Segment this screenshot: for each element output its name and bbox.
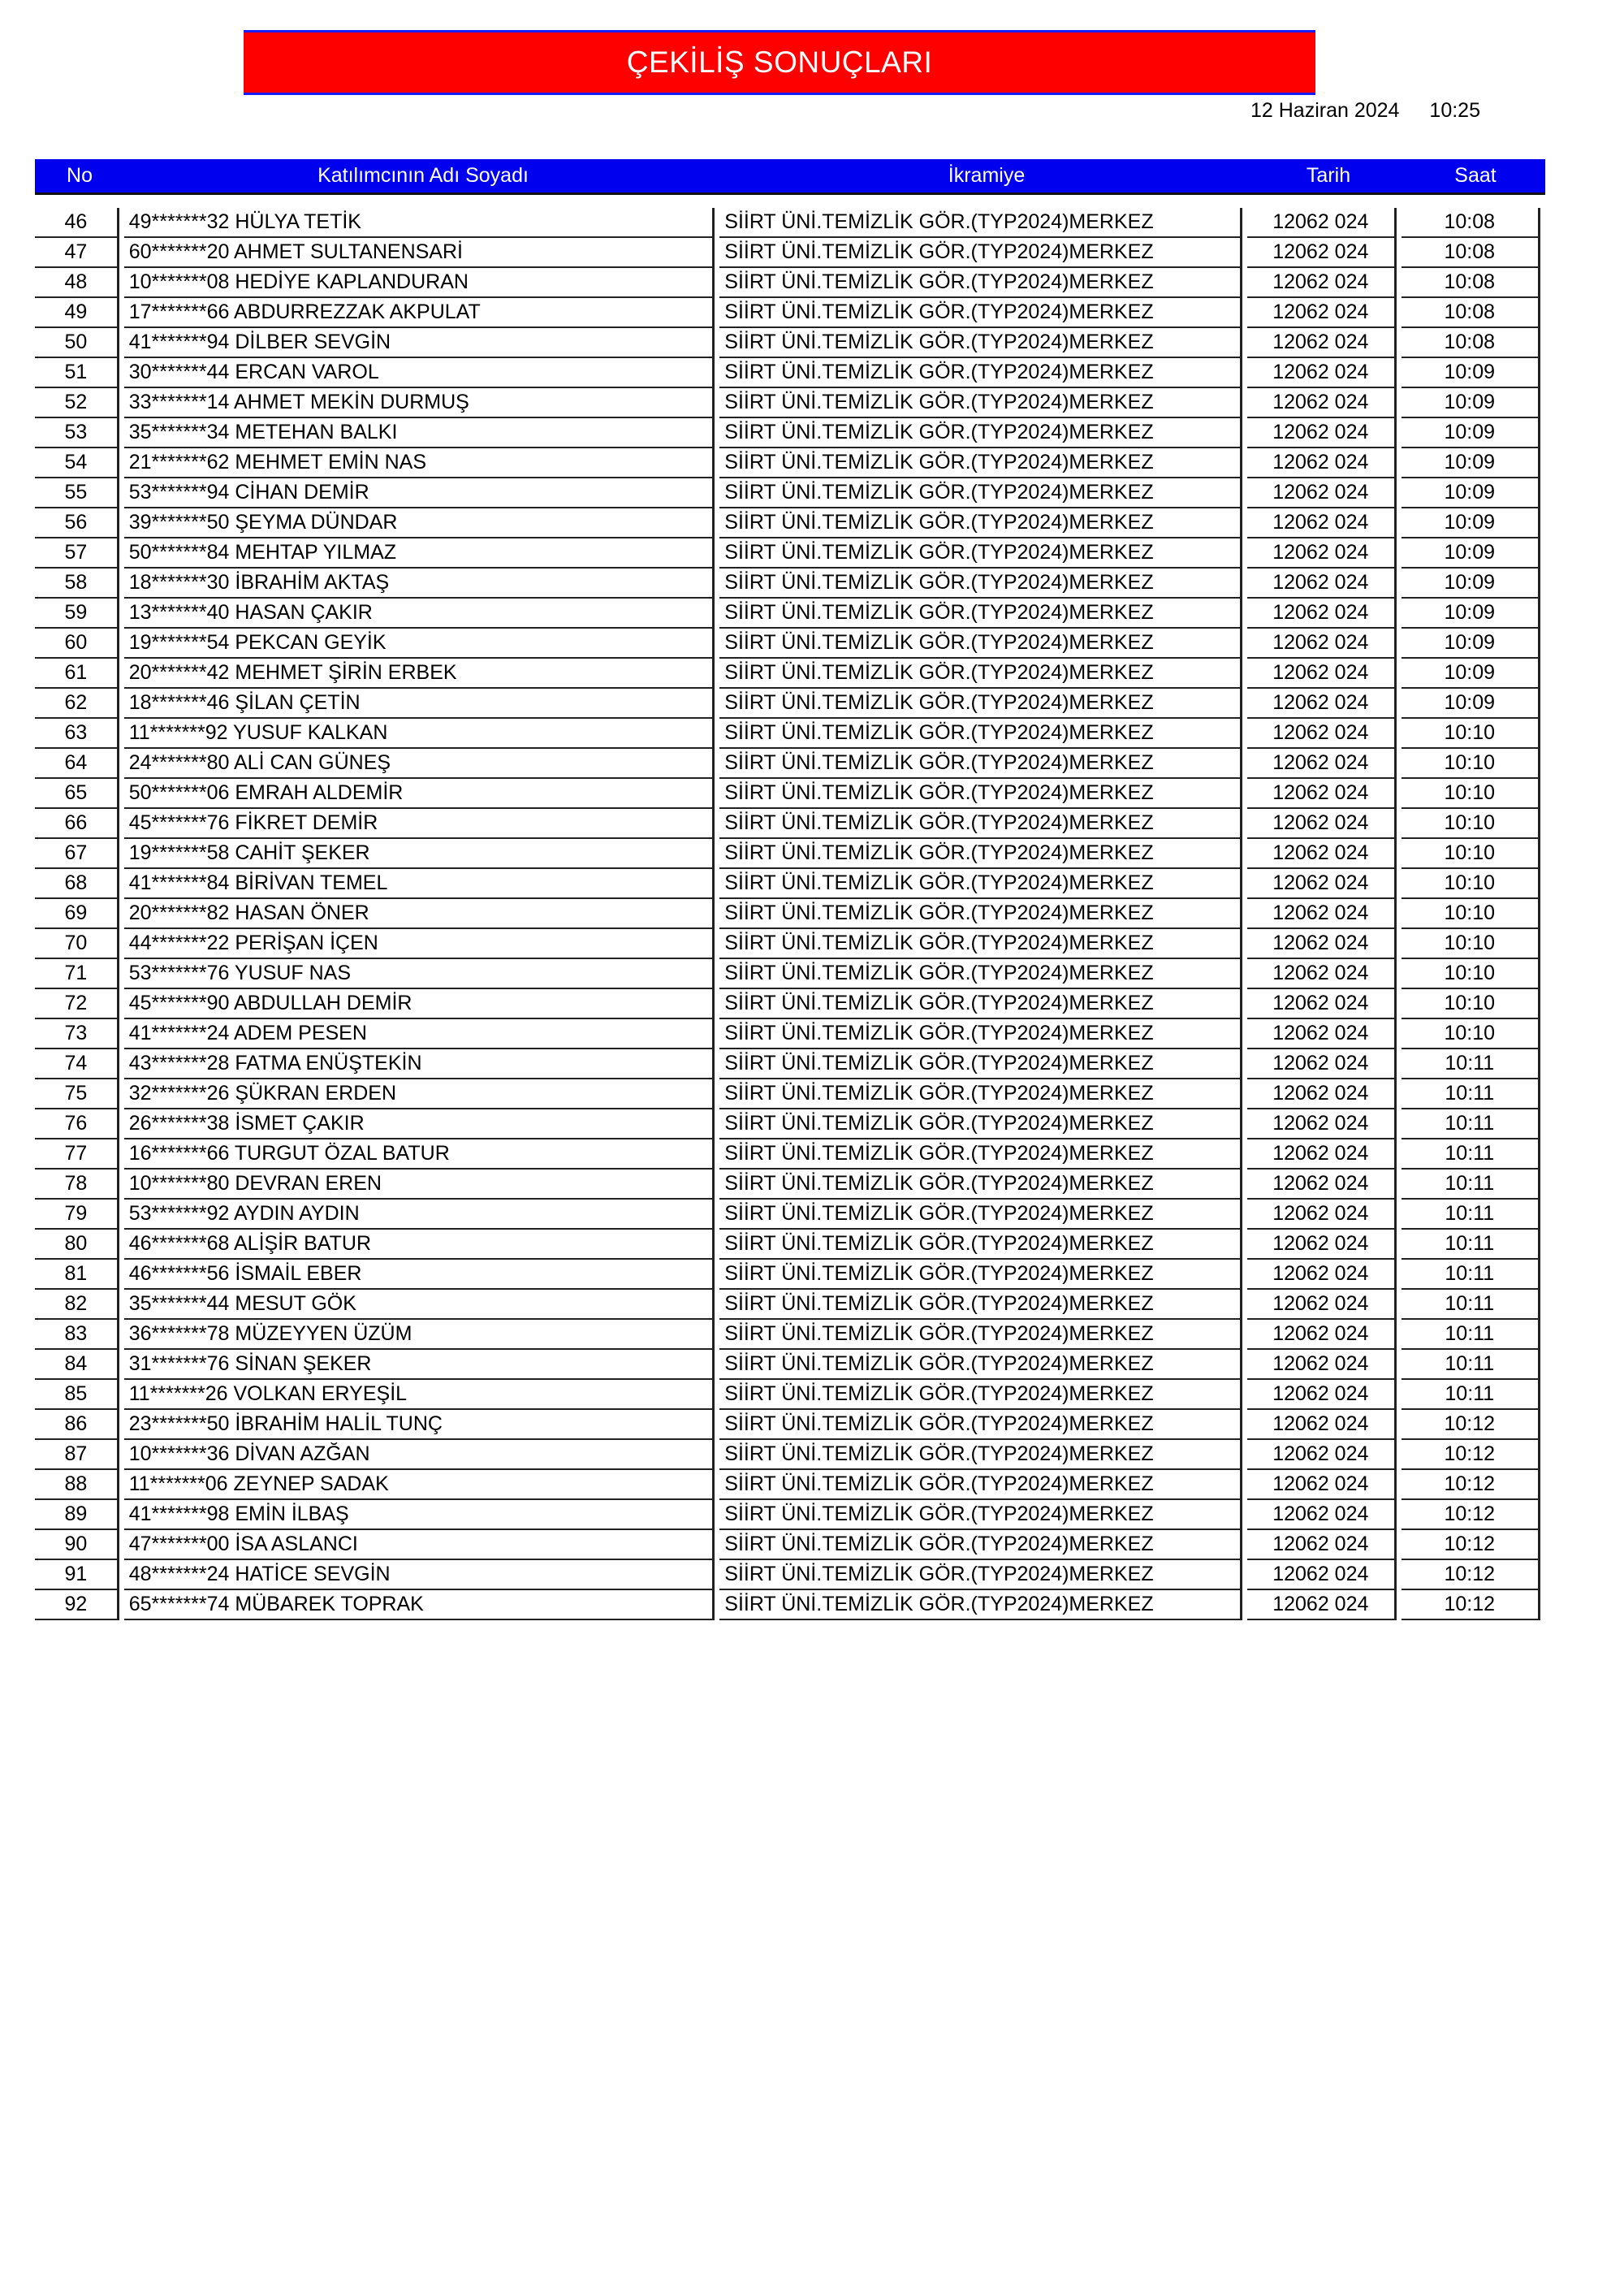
table-row bbox=[35, 749, 1545, 779]
table-row bbox=[35, 1200, 1545, 1230]
cell-time: 10:10 bbox=[1402, 809, 1540, 839]
cell-name: 13*******40 HASAN ÇAKIR bbox=[124, 599, 715, 629]
cell-name: 48*******24 HATİCE SEVGİN bbox=[124, 1560, 715, 1590]
cell-time: 10:12 bbox=[1402, 1590, 1540, 1620]
cell-name: 11*******92 YUSUF KALKAN bbox=[124, 719, 715, 749]
cell-date: 12062 024 bbox=[1247, 629, 1396, 659]
cell-time: 10:11 bbox=[1402, 1079, 1540, 1109]
cell-no: 84 bbox=[35, 1350, 119, 1380]
cell-time: 10:09 bbox=[1402, 629, 1540, 659]
table-row bbox=[35, 929, 1545, 959]
cell-prize: SİİRT ÜNİ.TEMİZLİK GÖR.(TYP2024)MERKEZ bbox=[719, 839, 1242, 869]
cell-no: 58 bbox=[35, 569, 119, 599]
cell-name: 43*******28 FATMA ENÜŞTEKİN bbox=[124, 1049, 715, 1079]
column-header-no: No bbox=[67, 164, 93, 187]
cell-prize: SİİRT ÜNİ.TEMİZLİK GÖR.(TYP2024)MERKEZ bbox=[719, 689, 1242, 719]
table-row bbox=[35, 508, 1545, 538]
table-row bbox=[35, 1410, 1545, 1440]
table-row bbox=[35, 388, 1545, 418]
cell-date: 12062 024 bbox=[1247, 388, 1396, 418]
cell-time: 10:12 bbox=[1402, 1500, 1540, 1530]
table-row bbox=[35, 1049, 1545, 1079]
table-row bbox=[35, 1500, 1545, 1530]
cell-no: 85 bbox=[35, 1380, 119, 1410]
cell-name: 35*******44 MESUT GÖK bbox=[124, 1290, 715, 1320]
cell-time: 10:08 bbox=[1402, 268, 1540, 298]
table-row bbox=[35, 1109, 1545, 1139]
cell-date: 12062 024 bbox=[1247, 418, 1396, 448]
cell-prize: SİİRT ÜNİ.TEMİZLİK GÖR.(TYP2024)MERKEZ bbox=[719, 418, 1242, 448]
cell-name: 41*******84 BİRİVAN TEMEL bbox=[124, 869, 715, 899]
cell-time: 10:10 bbox=[1402, 719, 1540, 749]
cell-prize: SİİRT ÜNİ.TEMİZLİK GÖR.(TYP2024)MERKEZ bbox=[719, 749, 1242, 779]
cell-name: 18*******46 ŞİLAN ÇETİN bbox=[124, 689, 715, 719]
cell-time: 10:09 bbox=[1402, 358, 1540, 388]
cell-prize: SİİRT ÜNİ.TEMİZLİK GÖR.(TYP2024)MERKEZ bbox=[719, 959, 1242, 989]
cell-no: 92 bbox=[35, 1590, 119, 1620]
title-banner bbox=[244, 30, 1315, 95]
cell-prize: SİİRT ÜNİ.TEMİZLİK GÖR.(TYP2024)MERKEZ bbox=[719, 508, 1242, 538]
cell-time: 10:11 bbox=[1402, 1380, 1540, 1410]
table-row bbox=[35, 418, 1545, 448]
cell-date: 12062 024 bbox=[1247, 719, 1396, 749]
cell-name: 33*******14 AHMET MEKİN DURMUŞ bbox=[124, 388, 715, 418]
cell-prize: SİİRT ÜNİ.TEMİZLİK GÖR.(TYP2024)MERKEZ bbox=[719, 1260, 1242, 1290]
cell-date: 12062 024 bbox=[1247, 1560, 1396, 1590]
cell-name: 53*******94 CİHAN DEMİR bbox=[124, 478, 715, 508]
cell-no: 86 bbox=[35, 1410, 119, 1440]
cell-time: 10:12 bbox=[1402, 1530, 1540, 1560]
table-row bbox=[35, 1350, 1545, 1380]
table-row bbox=[35, 268, 1545, 298]
table-row bbox=[35, 448, 1545, 478]
cell-no: 68 bbox=[35, 869, 119, 899]
cell-name: 65*******74 MÜBAREK TOPRAK bbox=[124, 1590, 715, 1620]
column-header-date: Tarih bbox=[1306, 164, 1351, 187]
cell-date: 12062 024 bbox=[1247, 1350, 1396, 1380]
cell-date: 12062 024 bbox=[1247, 1230, 1396, 1260]
cell-time: 10:08 bbox=[1402, 298, 1540, 328]
table-row bbox=[35, 1440, 1545, 1470]
cell-prize: SİİRT ÜNİ.TEMİZLİK GÖR.(TYP2024)MERKEZ bbox=[719, 208, 1242, 238]
cell-time: 10:10 bbox=[1402, 929, 1540, 959]
table-row bbox=[35, 959, 1545, 989]
cell-no: 80 bbox=[35, 1230, 119, 1260]
cell-time: 10:09 bbox=[1402, 478, 1540, 508]
table-row bbox=[35, 208, 1545, 238]
cell-no: 72 bbox=[35, 989, 119, 1019]
cell-no: 91 bbox=[35, 1560, 119, 1590]
cell-no: 54 bbox=[35, 448, 119, 478]
cell-date: 12062 024 bbox=[1247, 238, 1396, 268]
cell-name: 30*******44 ERCAN VAROL bbox=[124, 358, 715, 388]
cell-prize: SİİRT ÜNİ.TEMİZLİK GÖR.(TYP2024)MERKEZ bbox=[719, 1500, 1242, 1530]
cell-name: 31*******76 SİNAN ŞEKER bbox=[124, 1350, 715, 1380]
cell-prize: SİİRT ÜNİ.TEMİZLİK GÖR.(TYP2024)MERKEZ bbox=[719, 1560, 1242, 1590]
cell-no: 88 bbox=[35, 1470, 119, 1500]
cell-time: 10:09 bbox=[1402, 388, 1540, 418]
cell-name: 10*******08 HEDİYE KAPLANDURAN bbox=[124, 268, 715, 298]
cell-date: 12062 024 bbox=[1247, 328, 1396, 358]
cell-prize: SİİRT ÜNİ.TEMİZLİK GÖR.(TYP2024)MERKEZ bbox=[719, 1470, 1242, 1500]
table-row bbox=[35, 298, 1545, 328]
cell-date: 12062 024 bbox=[1247, 809, 1396, 839]
cell-name: 24*******80 ALİ CAN GÜNEŞ bbox=[124, 749, 715, 779]
cell-prize: SİİRT ÜNİ.TEMİZLİK GÖR.(TYP2024)MERKEZ bbox=[719, 358, 1242, 388]
table-body bbox=[35, 208, 1545, 1620]
cell-time: 10:11 bbox=[1402, 1230, 1540, 1260]
cell-date: 12062 024 bbox=[1247, 1049, 1396, 1079]
cell-time: 10:10 bbox=[1402, 989, 1540, 1019]
cell-time: 10:11 bbox=[1402, 1200, 1540, 1230]
cell-prize: SİİRT ÜNİ.TEMİZLİK GÖR.(TYP2024)MERKEZ bbox=[719, 569, 1242, 599]
cell-prize: SİİRT ÜNİ.TEMİZLİK GÖR.(TYP2024)MERKEZ bbox=[719, 1079, 1242, 1109]
cell-prize: SİİRT ÜNİ.TEMİZLİK GÖR.(TYP2024)MERKEZ bbox=[719, 899, 1242, 929]
table-row bbox=[35, 478, 1545, 508]
table-row bbox=[35, 1260, 1545, 1290]
cell-time: 10:09 bbox=[1402, 569, 1540, 599]
cell-no: 50 bbox=[35, 328, 119, 358]
cell-no: 51 bbox=[35, 358, 119, 388]
cell-prize: SİİRT ÜNİ.TEMİZLİK GÖR.(TYP2024)MERKEZ bbox=[719, 1019, 1242, 1049]
table-row bbox=[35, 1139, 1545, 1170]
cell-date: 12062 024 bbox=[1247, 1530, 1396, 1560]
cell-name: 45*******76 FİKRET DEMİR bbox=[124, 809, 715, 839]
cell-prize: SİİRT ÜNİ.TEMİZLİK GÖR.(TYP2024)MERKEZ bbox=[719, 328, 1242, 358]
cell-prize: SİİRT ÜNİ.TEMİZLİK GÖR.(TYP2024)MERKEZ bbox=[719, 1320, 1242, 1350]
cell-date: 12062 024 bbox=[1247, 929, 1396, 959]
cell-time: 10:11 bbox=[1402, 1320, 1540, 1350]
table-row bbox=[35, 719, 1545, 749]
cell-time: 10:11 bbox=[1402, 1350, 1540, 1380]
cell-name: 23*******50 İBRAHİM HALİL TUNÇ bbox=[124, 1410, 715, 1440]
table-row bbox=[35, 1560, 1545, 1590]
table-row bbox=[35, 659, 1545, 689]
table-row bbox=[35, 779, 1545, 809]
cell-name: 41*******98 EMİN İLBAŞ bbox=[124, 1500, 715, 1530]
cell-time: 10:10 bbox=[1402, 839, 1540, 869]
cell-name: 46*******68 ALİŞİR BATUR bbox=[124, 1230, 715, 1260]
cell-no: 52 bbox=[35, 388, 119, 418]
cell-prize: SİİRT ÜNİ.TEMİZLİK GÖR.(TYP2024)MERKEZ bbox=[719, 869, 1242, 899]
cell-prize: SİİRT ÜNİ.TEMİZLİK GÖR.(TYP2024)MERKEZ bbox=[719, 1410, 1242, 1440]
cell-time: 10:10 bbox=[1402, 869, 1540, 899]
cell-date: 12062 024 bbox=[1247, 989, 1396, 1019]
cell-date: 12062 024 bbox=[1247, 508, 1396, 538]
cell-time: 10:10 bbox=[1402, 749, 1540, 779]
print-date-line bbox=[1250, 99, 1480, 123]
cell-no: 66 bbox=[35, 809, 119, 839]
table-row bbox=[35, 328, 1545, 358]
cell-time: 10:11 bbox=[1402, 1049, 1540, 1079]
cell-date: 12062 024 bbox=[1247, 1109, 1396, 1139]
cell-name: 32*******26 ŞÜKRAN ERDEN bbox=[124, 1079, 715, 1109]
cell-date: 12062 024 bbox=[1247, 839, 1396, 869]
table-row bbox=[35, 569, 1545, 599]
cell-no: 63 bbox=[35, 719, 119, 749]
cell-no: 64 bbox=[35, 749, 119, 779]
cell-date: 12062 024 bbox=[1247, 1139, 1396, 1170]
cell-name: 16*******66 TURGUT ÖZAL BATUR bbox=[124, 1139, 715, 1170]
table-row bbox=[35, 839, 1545, 869]
cell-date: 12062 024 bbox=[1247, 689, 1396, 719]
cell-name: 18*******30 İBRAHİM AKTAŞ bbox=[124, 569, 715, 599]
cell-date: 12062 024 bbox=[1247, 1170, 1396, 1200]
cell-prize: SİİRT ÜNİ.TEMİZLİK GÖR.(TYP2024)MERKEZ bbox=[719, 1380, 1242, 1410]
cell-time: 10:11 bbox=[1402, 1290, 1540, 1320]
table-row bbox=[35, 1320, 1545, 1350]
cell-no: 56 bbox=[35, 508, 119, 538]
cell-no: 81 bbox=[35, 1260, 119, 1290]
cell-prize: SİİRT ÜNİ.TEMİZLİK GÖR.(TYP2024)MERKEZ bbox=[719, 538, 1242, 569]
cell-name: 41*******94 DİLBER SEVGİN bbox=[124, 328, 715, 358]
column-header-name: Katılımcının Adı Soyadı bbox=[317, 164, 529, 187]
cell-name: 20*******42 MEHMET ŞİRİN ERBEK bbox=[124, 659, 715, 689]
table-row bbox=[35, 1470, 1545, 1500]
cell-name: 11*******06 ZEYNEP SADAK bbox=[124, 1470, 715, 1500]
table-row bbox=[35, 599, 1545, 629]
cell-prize: SİİRT ÜNİ.TEMİZLİK GÖR.(TYP2024)MERKEZ bbox=[719, 1170, 1242, 1200]
table-row bbox=[35, 1530, 1545, 1560]
cell-date: 12062 024 bbox=[1247, 1260, 1396, 1290]
cell-no: 53 bbox=[35, 418, 119, 448]
cell-prize: SİİRT ÜNİ.TEMİZLİK GÖR.(TYP2024)MERKEZ bbox=[719, 448, 1242, 478]
cell-prize: SİİRT ÜNİ.TEMİZLİK GÖR.(TYP2024)MERKEZ bbox=[719, 659, 1242, 689]
cell-time: 10:08 bbox=[1402, 328, 1540, 358]
cell-prize: SİİRT ÜNİ.TEMİZLİK GÖR.(TYP2024)MERKEZ bbox=[719, 1200, 1242, 1230]
cell-time: 10:11 bbox=[1402, 1170, 1540, 1200]
cell-date: 12062 024 bbox=[1247, 869, 1396, 899]
cell-no: 82 bbox=[35, 1290, 119, 1320]
cell-no: 48 bbox=[35, 268, 119, 298]
table-row bbox=[35, 1019, 1545, 1049]
cell-name: 10*******80 DEVRAN EREN bbox=[124, 1170, 715, 1200]
page-title: ÇEKİLİŞ SONUÇLARI bbox=[626, 45, 933, 79]
cell-name: 10*******36 DİVAN AZĞAN bbox=[124, 1440, 715, 1470]
cell-name: 41*******24 ADEM PESEN bbox=[124, 1019, 715, 1049]
cell-prize: SİİRT ÜNİ.TEMİZLİK GÖR.(TYP2024)MERKEZ bbox=[719, 719, 1242, 749]
cell-date: 12062 024 bbox=[1247, 448, 1396, 478]
column-header-prize: İkramiye bbox=[948, 164, 1026, 187]
cell-date: 12062 024 bbox=[1247, 1200, 1396, 1230]
cell-date: 12062 024 bbox=[1247, 569, 1396, 599]
cell-time: 10:12 bbox=[1402, 1410, 1540, 1440]
cell-prize: SİİRT ÜNİ.TEMİZLİK GÖR.(TYP2024)MERKEZ bbox=[719, 238, 1242, 268]
cell-prize: SİİRT ÜNİ.TEMİZLİK GÖR.(TYP2024)MERKEZ bbox=[719, 599, 1242, 629]
cell-no: 60 bbox=[35, 629, 119, 659]
print-date: 12 Haziran 2024 bbox=[1250, 99, 1400, 122]
cell-date: 12062 024 bbox=[1247, 298, 1396, 328]
cell-no: 59 bbox=[35, 599, 119, 629]
cell-time: 10:11 bbox=[1402, 1260, 1540, 1290]
cell-name: 50*******84 MEHTAP YILMAZ bbox=[124, 538, 715, 569]
cell-time: 10:10 bbox=[1402, 1019, 1540, 1049]
cell-time: 10:09 bbox=[1402, 508, 1540, 538]
cell-date: 12062 024 bbox=[1247, 478, 1396, 508]
table-row bbox=[35, 689, 1545, 719]
cell-name: 50*******06 EMRAH ALDEMİR bbox=[124, 779, 715, 809]
cell-prize: SİİRT ÜNİ.TEMİZLİK GÖR.(TYP2024)MERKEZ bbox=[719, 929, 1242, 959]
cell-no: 75 bbox=[35, 1079, 119, 1109]
cell-name: 45*******90 ABDULLAH DEMİR bbox=[124, 989, 715, 1019]
cell-date: 12062 024 bbox=[1247, 268, 1396, 298]
cell-prize: SİİRT ÜNİ.TEMİZLİK GÖR.(TYP2024)MERKEZ bbox=[719, 1230, 1242, 1260]
cell-time: 10:09 bbox=[1402, 538, 1540, 569]
column-header-time: Saat bbox=[1454, 164, 1497, 187]
table-row bbox=[35, 1170, 1545, 1200]
cell-name: 53*******76 YUSUF NAS bbox=[124, 959, 715, 989]
cell-no: 70 bbox=[35, 929, 119, 959]
table-row bbox=[35, 538, 1545, 569]
cell-prize: SİİRT ÜNİ.TEMİZLİK GÖR.(TYP2024)MERKEZ bbox=[719, 298, 1242, 328]
cell-prize: SİİRT ÜNİ.TEMİZLİK GÖR.(TYP2024)MERKEZ bbox=[719, 989, 1242, 1019]
cell-prize: SİİRT ÜNİ.TEMİZLİK GÖR.(TYP2024)MERKEZ bbox=[719, 1530, 1242, 1560]
cell-date: 12062 024 bbox=[1247, 599, 1396, 629]
table-header bbox=[35, 159, 1545, 195]
cell-no: 77 bbox=[35, 1139, 119, 1170]
cell-time: 10:10 bbox=[1402, 779, 1540, 809]
cell-date: 12062 024 bbox=[1247, 959, 1396, 989]
cell-date: 12062 024 bbox=[1247, 208, 1396, 238]
table-row bbox=[35, 1079, 1545, 1109]
cell-date: 12062 024 bbox=[1247, 1590, 1396, 1620]
cell-date: 12062 024 bbox=[1247, 1500, 1396, 1530]
cell-time: 10:09 bbox=[1402, 659, 1540, 689]
cell-no: 57 bbox=[35, 538, 119, 569]
cell-time: 10:08 bbox=[1402, 208, 1540, 238]
table-row bbox=[35, 1590, 1545, 1620]
table-row bbox=[35, 1230, 1545, 1260]
cell-name: 26*******38 İSMET ÇAKIR bbox=[124, 1109, 715, 1139]
cell-no: 55 bbox=[35, 478, 119, 508]
cell-date: 12062 024 bbox=[1247, 1320, 1396, 1350]
cell-name: 44*******22 PERİŞAN İÇEN bbox=[124, 929, 715, 959]
table-row bbox=[35, 989, 1545, 1019]
cell-no: 78 bbox=[35, 1170, 119, 1200]
cell-no: 69 bbox=[35, 899, 119, 929]
cell-no: 79 bbox=[35, 1200, 119, 1230]
cell-name: 36*******78 MÜZEYYEN ÜZÜM bbox=[124, 1320, 715, 1350]
table-row bbox=[35, 869, 1545, 899]
cell-time: 10:09 bbox=[1402, 448, 1540, 478]
cell-name: 35*******34 METEHAN BALKI bbox=[124, 418, 715, 448]
cell-no: 61 bbox=[35, 659, 119, 689]
cell-no: 87 bbox=[35, 1440, 119, 1470]
cell-time: 10:10 bbox=[1402, 959, 1540, 989]
cell-name: 21*******62 MEHMET EMİN NAS bbox=[124, 448, 715, 478]
table-row bbox=[35, 358, 1545, 388]
cell-date: 12062 024 bbox=[1247, 899, 1396, 929]
table-row bbox=[35, 899, 1545, 929]
table-row bbox=[35, 1380, 1545, 1410]
cell-date: 12062 024 bbox=[1247, 1410, 1396, 1440]
table-row bbox=[35, 809, 1545, 839]
cell-name: 19*******54 PEKCAN GEYİK bbox=[124, 629, 715, 659]
header-gap bbox=[35, 195, 1545, 208]
results-table bbox=[35, 159, 1545, 1620]
table-row bbox=[35, 238, 1545, 268]
cell-time: 10:11 bbox=[1402, 1139, 1540, 1170]
cell-no: 73 bbox=[35, 1019, 119, 1049]
cell-prize: SİİRT ÜNİ.TEMİZLİK GÖR.(TYP2024)MERKEZ bbox=[719, 1109, 1242, 1139]
cell-time: 10:10 bbox=[1402, 899, 1540, 929]
cell-no: 67 bbox=[35, 839, 119, 869]
cell-no: 65 bbox=[35, 779, 119, 809]
cell-name: 53*******92 AYDIN AYDIN bbox=[124, 1200, 715, 1230]
table-row bbox=[35, 629, 1545, 659]
cell-date: 12062 024 bbox=[1247, 659, 1396, 689]
cell-prize: SİİRT ÜNİ.TEMİZLİK GÖR.(TYP2024)MERKEZ bbox=[719, 1290, 1242, 1320]
cell-time: 10:12 bbox=[1402, 1560, 1540, 1590]
cell-date: 12062 024 bbox=[1247, 1440, 1396, 1470]
cell-date: 12062 024 bbox=[1247, 749, 1396, 779]
cell-date: 12062 024 bbox=[1247, 779, 1396, 809]
cell-name: 17*******66 ABDURREZZAK AKPULAT bbox=[124, 298, 715, 328]
cell-prize: SİİRT ÜNİ.TEMİZLİK GÖR.(TYP2024)MERKEZ bbox=[719, 1049, 1242, 1079]
table-row bbox=[35, 1290, 1545, 1320]
cell-no: 76 bbox=[35, 1109, 119, 1139]
cell-name: 19*******58 CAHİT ŞEKER bbox=[124, 839, 715, 869]
cell-prize: SİİRT ÜNİ.TEMİZLİK GÖR.(TYP2024)MERKEZ bbox=[719, 268, 1242, 298]
cell-name: 60*******20 AHMET SULTANENSARİ bbox=[124, 238, 715, 268]
cell-time: 10:09 bbox=[1402, 689, 1540, 719]
cell-time: 10:11 bbox=[1402, 1109, 1540, 1139]
cell-prize: SİİRT ÜNİ.TEMİZLİK GÖR.(TYP2024)MERKEZ bbox=[719, 478, 1242, 508]
cell-no: 49 bbox=[35, 298, 119, 328]
cell-prize: SİİRT ÜNİ.TEMİZLİK GÖR.(TYP2024)MERKEZ bbox=[719, 1590, 1242, 1620]
cell-date: 12062 024 bbox=[1247, 538, 1396, 569]
cell-no: 62 bbox=[35, 689, 119, 719]
cell-prize: SİİRT ÜNİ.TEMİZLİK GÖR.(TYP2024)MERKEZ bbox=[719, 629, 1242, 659]
cell-time: 10:09 bbox=[1402, 599, 1540, 629]
cell-no: 89 bbox=[35, 1500, 119, 1530]
cell-time: 10:08 bbox=[1402, 238, 1540, 268]
cell-prize: SİİRT ÜNİ.TEMİZLİK GÖR.(TYP2024)MERKEZ bbox=[719, 779, 1242, 809]
cell-time: 10:12 bbox=[1402, 1470, 1540, 1500]
cell-no: 74 bbox=[35, 1049, 119, 1079]
cell-name: 49*******32 HÜLYA TETİK bbox=[124, 208, 715, 238]
cell-no: 90 bbox=[35, 1530, 119, 1560]
cell-date: 12062 024 bbox=[1247, 358, 1396, 388]
print-time: 10:25 bbox=[1429, 99, 1480, 122]
cell-no: 71 bbox=[35, 959, 119, 989]
cell-date: 12062 024 bbox=[1247, 1019, 1396, 1049]
cell-no: 46 bbox=[35, 208, 119, 238]
cell-prize: SİİRT ÜNİ.TEMİZLİK GÖR.(TYP2024)MERKEZ bbox=[719, 1350, 1242, 1380]
cell-prize: SİİRT ÜNİ.TEMİZLİK GÖR.(TYP2024)MERKEZ bbox=[719, 388, 1242, 418]
cell-name: 11*******26 VOLKAN ERYEŞİL bbox=[124, 1380, 715, 1410]
cell-date: 12062 024 bbox=[1247, 1470, 1396, 1500]
cell-name: 20*******82 HASAN ÖNER bbox=[124, 899, 715, 929]
cell-name: 47*******00 İSA ASLANCI bbox=[124, 1530, 715, 1560]
cell-time: 10:12 bbox=[1402, 1440, 1540, 1470]
cell-name: 46*******56 İSMAİL EBER bbox=[124, 1260, 715, 1290]
cell-prize: SİİRT ÜNİ.TEMİZLİK GÖR.(TYP2024)MERKEZ bbox=[719, 809, 1242, 839]
cell-time: 10:09 bbox=[1402, 418, 1540, 448]
cell-date: 12062 024 bbox=[1247, 1290, 1396, 1320]
cell-prize: SİİRT ÜNİ.TEMİZLİK GÖR.(TYP2024)MERKEZ bbox=[719, 1440, 1242, 1470]
cell-no: 83 bbox=[35, 1320, 119, 1350]
cell-date: 12062 024 bbox=[1247, 1380, 1396, 1410]
cell-no: 47 bbox=[35, 238, 119, 268]
cell-prize: SİİRT ÜNİ.TEMİZLİK GÖR.(TYP2024)MERKEZ bbox=[719, 1139, 1242, 1170]
cell-name: 39*******50 ŞEYMA DÜNDAR bbox=[124, 508, 715, 538]
cell-date: 12062 024 bbox=[1247, 1079, 1396, 1109]
